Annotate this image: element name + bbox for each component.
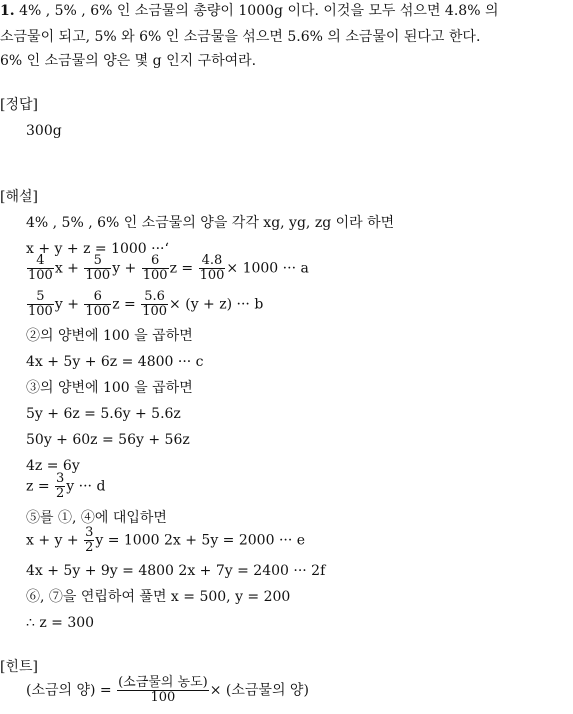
explanation-intro: 4% , 5% , 6% 인 소금물의 양을 각각 xg, yg, zg 이라 하면	[26, 215, 395, 231]
problem-number: 1.	[0, 3, 15, 19]
fraction: $\frac{6}{100}$	[142, 253, 168, 283]
step-11: ⑥, ⑦을 연립하여 풀면 x = 500, y = 200	[26, 589, 291, 605]
problem-line-1	[0, 2, 498, 20]
step-3: ③의 양변에 100 을 곱하면	[26, 380, 193, 396]
fraction: $\frac{3}{2}$	[85, 525, 94, 555]
step-2: 4x + 5y + 6z = 4800 ··· c	[26, 354, 204, 370]
problem-text-1: 4% , 5% , 6% 인 소금물의 총량이 1000g 이다. 이것을 모두 섞으면 4.8% 의	[19, 3, 499, 19]
hint-formula: (소금의 양) = $\frac{\text{(소금물의 농도)}}{100}$ × (소금물의 양)	[26, 675, 309, 705]
fraction: $\frac{5.6}{100}$	[142, 289, 168, 319]
answer-header: [정답]	[0, 97, 38, 113]
fraction: $\frac{4}{100}$	[28, 253, 53, 283]
explanation-header: [해설]	[0, 189, 38, 205]
fraction: $\frac{5}{100}$	[85, 253, 111, 283]
hint-header: [힌트]	[0, 659, 38, 675]
fraction: $\frac{\text{(소금물의 농도)}}{100}$	[118, 675, 208, 705]
equation-3: $\frac{5}{100}$ y + $\frac{6}{100}$ z = $\frac{5.6}{100}$ × (y + z) ··· b	[28, 289, 264, 319]
step-5: 50y + 60z = 56y + 56z	[26, 432, 190, 448]
step-4: 5y + 6z = 5.6y + 5.6z	[26, 406, 181, 422]
step-6: 4z = 6y	[26, 458, 80, 474]
equation-1: x + y + z = 1000 ···‘	[26, 241, 169, 257]
answer-value: 300g	[26, 123, 62, 139]
step-9: x + y + $\frac{3}{2}$ y = 1000 2x + 5y = 2000 ··· e	[26, 525, 306, 555]
step-8: ⑤를 ①, ④에 대입하면	[26, 510, 167, 526]
step-7: z = $\frac{3}{2}$ y ··· d	[26, 471, 106, 501]
fraction: $\frac{3}{2}$	[56, 471, 65, 501]
step-10: 4x + 5y + 9y = 4800 2x + 7y = 2400 ··· 2f	[26, 563, 326, 579]
problem-line-2: 소금물이 되고, 5% 와 6% 인 소금물을 섞으면 5.6% 의 소금물이 된다고 한다.	[0, 29, 481, 45]
step-12: ∴ z = 300	[26, 615, 95, 631]
fraction: $\frac{5}{100}$	[28, 289, 53, 319]
step-1: ②의 양변에 100 을 곱하면	[26, 328, 193, 344]
fraction: $\frac{4.8}{100}$	[199, 253, 225, 283]
equation-2: $\frac{4}{100}$ x + $\frac{5}{100}$ y + $\frac{6}{100}$ z = $\frac{4.8}{100}$ × 1000 ··· a	[28, 253, 309, 283]
fraction: $\frac{6}{100}$	[85, 289, 111, 319]
problem-line-3: 6% 인 소금물의 양은 몇 g 인지 구하여라.	[0, 53, 257, 69]
